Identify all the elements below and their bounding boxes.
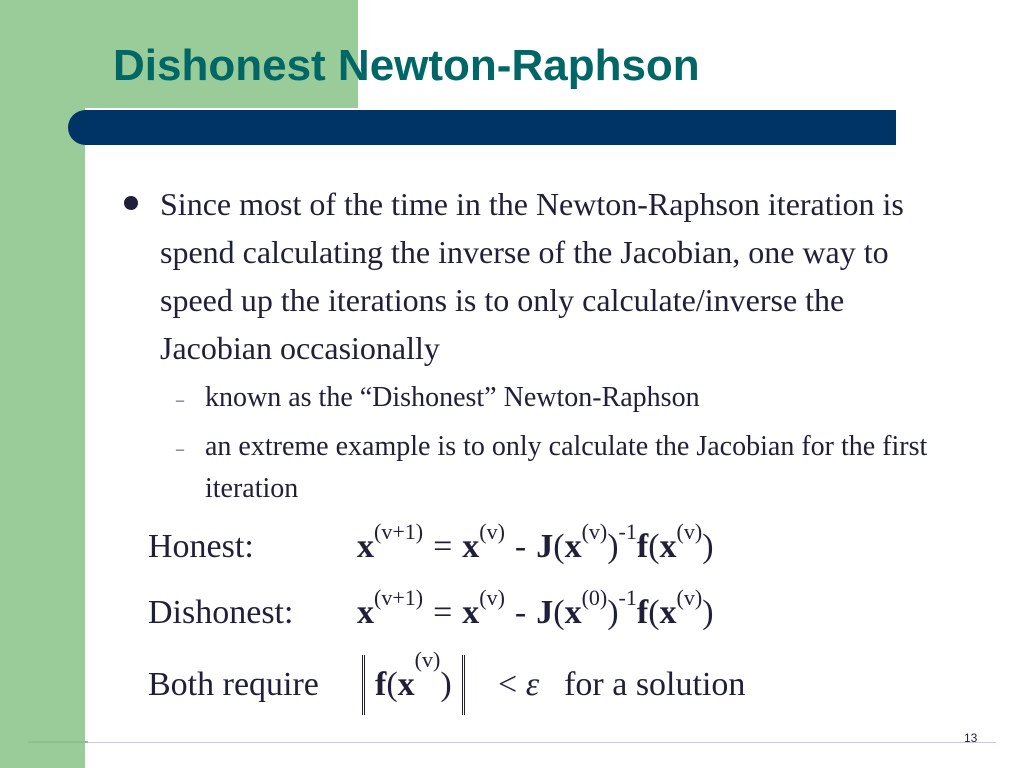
sub-bullet-text: an extreme example is to only calculate the Jacobian for the first iteration	[205, 431, 928, 504]
eq-paren: )	[607, 594, 619, 631]
eq-superscript: (v)	[581, 519, 608, 544]
eq-x: x	[462, 594, 480, 631]
eq-less-than: <	[498, 666, 518, 703]
eq-superscript: (v)	[676, 519, 703, 544]
bullet-dot	[124, 196, 138, 210]
eq-x: x	[357, 528, 374, 565]
eq-minus: -	[514, 528, 527, 565]
eq-equals: =	[433, 594, 453, 631]
eq-equals: =	[433, 528, 453, 565]
eq-paren: (	[553, 528, 565, 565]
eq-jacobian: J	[536, 594, 554, 631]
eq-paren: )	[702, 528, 714, 565]
equation-honest	[357, 519, 714, 567]
eq-superscript: (v+1)	[374, 519, 424, 544]
eq-x: x	[462, 528, 480, 565]
eq-minus: -	[514, 594, 527, 631]
sub-bullet-dash: –	[176, 441, 184, 458]
title-bar	[68, 110, 896, 145]
eq-superscript: (v)	[479, 585, 505, 610]
footer-divider-accent	[28, 741, 88, 743]
both-require-label: Both require	[148, 666, 319, 703]
eq-epsilon: ε	[525, 666, 540, 703]
eq-paren: (	[553, 594, 565, 631]
tolerance-condition	[498, 665, 745, 705]
eq-superscript: (v)	[676, 585, 703, 610]
sub-bullet-dash: –	[176, 392, 184, 409]
footer-divider	[28, 742, 996, 743]
eq-paren: )	[440, 666, 452, 703]
eq-paren: )	[702, 594, 714, 631]
slide-title: Dishonest Newton-Raphson	[113, 41, 700, 90]
eq-f: f	[636, 594, 649, 631]
eq-paren: (	[386, 666, 398, 703]
eq-x: x	[659, 528, 677, 565]
eq-x: x	[397, 666, 415, 703]
equation-label-dishonest: Dishonest:	[148, 594, 294, 631]
equation-dishonest	[357, 585, 714, 633]
eq-superscript: (v+1)	[374, 585, 424, 610]
eq-x: x	[659, 594, 677, 631]
sub-bullet-text: known as the “Dishonest” Newton-Raphson	[205, 382, 700, 413]
solution-text: for a solution	[564, 666, 746, 703]
bullet-text: Since most of the time in the Newton-Raphson iteration is spend calculating the inverse of the Jacobian, one way to speed up the iterations is to only calculate/inverse the Jacobian occasionally	[160, 186, 904, 366]
eq-paren: (	[648, 594, 660, 631]
eq-paren: (	[648, 528, 660, 565]
page-number: 13	[964, 731, 978, 745]
eq-inverse: -1	[618, 585, 637, 610]
eq-paren: )	[607, 528, 619, 565]
norm-expression	[362, 647, 465, 715]
eq-superscript: (v)	[479, 519, 505, 544]
eq-x: x	[564, 594, 582, 631]
eq-x: x	[357, 594, 374, 631]
eq-superscript: (v)	[414, 647, 441, 672]
eq-x: x	[564, 528, 582, 565]
eq-superscript: (0)	[581, 585, 608, 610]
eq-f: f	[636, 528, 649, 565]
eq-inverse: -1	[618, 519, 637, 544]
eq-f: f	[375, 666, 387, 703]
eq-jacobian: J	[536, 528, 554, 565]
equation-label-honest: Honest:	[148, 528, 254, 565]
